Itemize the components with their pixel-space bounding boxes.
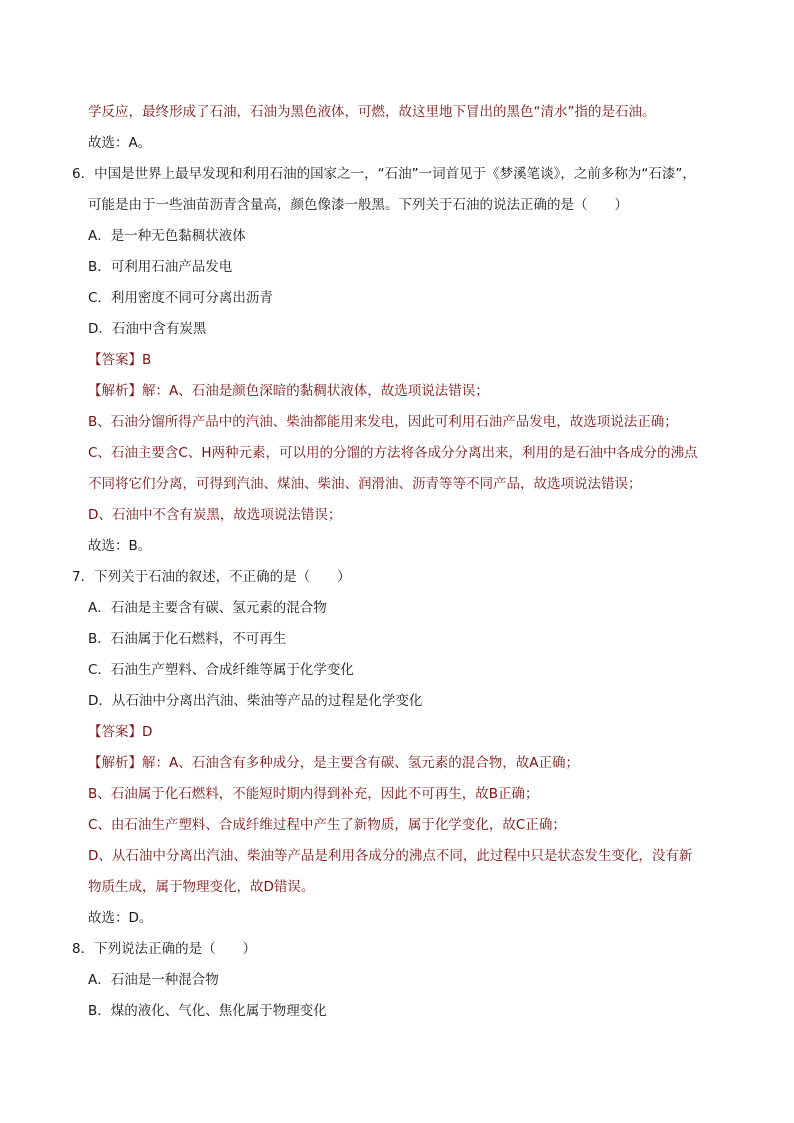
text-line: 可能是由于一些油苗沥青含量高，颜色像漆一般黑。下列关于石油的说法正确的是（ ） [88, 197, 628, 213]
analysis-line: D、石油中不含有炭黑，故选项说法错误； [88, 507, 342, 523]
answer-line: 【答案】D [88, 724, 153, 740]
question-line: 6．中国是世界上最早发现和利用石油的国家之一，“石油”一词首见于《梦溪笔谈》，之前多称为“石漆”， [72, 166, 696, 182]
option-line: A．石油是一种混合物 [88, 972, 219, 988]
option-line: C．利用密度不同可分离出沥青 [88, 290, 273, 306]
text-line: 故选：A。 [88, 135, 152, 151]
question-line: 7．下列关于石油的叙述，不正确的是（ ） [72, 569, 351, 585]
option-line: B．可利用石油产品发电 [88, 259, 233, 275]
analysis-line: C、石油主要含C、H两种元素，可以用的分馏的方法将各成分分离出来，利用的是石油中各成分的沸点 [88, 445, 698, 461]
option-line: B．煤的液化、气化、焦化属于物理变化 [88, 1003, 327, 1019]
option-line: D．从石油中分离出汽油、柴油等产品的过程是化学变化 [88, 693, 423, 709]
question-line: 8．下列说法正确的是（ ） [72, 941, 257, 957]
option-line: A．石油是主要含有碳、氢元素的混合物 [88, 600, 327, 616]
analysis-line: 物质生成，属于物理变化，故D错误。 [88, 879, 315, 895]
option-line: C．石油生产塑料、合成纤维等属于化学变化 [88, 662, 354, 678]
analysis-line: B、石油分馏所得产品中的汽油、柴油都能用来发电，因此可利用石油产品发电，故选项说法正确； [88, 414, 678, 430]
text-line: 学反应，最终形成了石油，石油为黑色液体，可燃，故这里地下冒出的黑色“清水”指的是石油。 [88, 104, 656, 120]
analysis-line: 【解析】解：A、石油含有多种成分，是主要含有碳、氢元素的混合物，故A正确； [88, 755, 579, 771]
text-line: 故选：B。 [88, 538, 152, 554]
analysis-line: 【解析】解：A、石油是颜色深暗的黏稠状液体，故选项说法错误； [88, 383, 489, 399]
answer-line: 【答案】B [88, 352, 152, 368]
option-line: B．石油属于化石燃料，不可再生 [88, 631, 287, 647]
text-line: 故选：D。 [88, 910, 153, 926]
analysis-line: 不同将它们分离，可得到汽油、煤油、柴油、润滑油、沥青等等不同产品，故选项说法错误； [88, 476, 642, 492]
analysis-line: C、由石油生产塑料、合成纤维过程中产生了新物质，属于化学变化，故C正确； [88, 817, 566, 833]
analysis-line: B、石油属于化石燃料，不能短时期内得到补充，因此不可再生，故B正确； [88, 786, 539, 802]
analysis-line: D、从石油中分离出汽油、柴油等产品是利用各成分的沸点不同，此过程中只是状态发生变化，没有新 [88, 848, 693, 864]
option-line: A．是一种无色黏稠状液体 [88, 228, 246, 244]
option-line: D．石油中含有炭黑 [88, 321, 207, 337]
